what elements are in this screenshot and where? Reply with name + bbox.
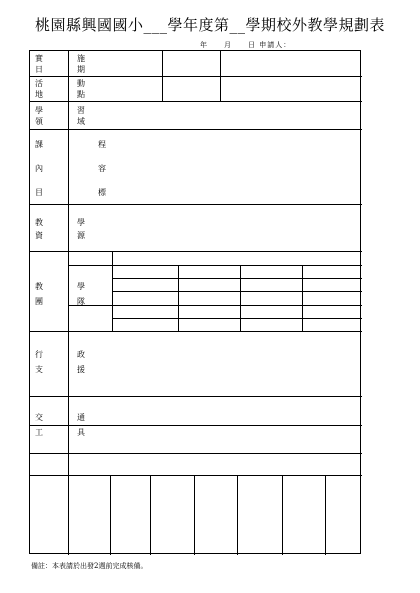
document-title: 桃園縣興國國小___學年度第__學期校外教學規劃表 bbox=[34, 16, 385, 34]
label-transport: 交 通 bbox=[35, 413, 98, 422]
planning-table bbox=[29, 50, 361, 554]
label-transport-2: 工 具 bbox=[35, 428, 98, 437]
label-date-2: 日 期 bbox=[35, 65, 98, 74]
label-resource-2: 資 源 bbox=[35, 231, 98, 240]
label-place-2: 地 點 bbox=[35, 90, 98, 99]
label-course: 課 程 bbox=[35, 140, 119, 149]
label-admin-2: 支 援 bbox=[35, 365, 98, 374]
label-goal: 目 標 bbox=[35, 188, 119, 197]
label-content: 內 容 bbox=[35, 164, 119, 173]
label-domain-2: 領 域 bbox=[35, 117, 98, 126]
label-place: 活 動 bbox=[35, 79, 98, 88]
label-team-2: 團 隊 bbox=[35, 297, 98, 306]
label-team: 教 學 bbox=[35, 282, 98, 291]
label-domain: 學 習 bbox=[35, 106, 98, 115]
footnote: 備註：本表請於出發2週前完成核備。 bbox=[31, 562, 148, 570]
label-date: 實 施 bbox=[35, 54, 98, 63]
date-applicant-line: 年 月 日 申請人： bbox=[200, 41, 292, 49]
label-admin: 行 政 bbox=[35, 350, 98, 359]
label-resource: 教 學 bbox=[35, 218, 98, 227]
